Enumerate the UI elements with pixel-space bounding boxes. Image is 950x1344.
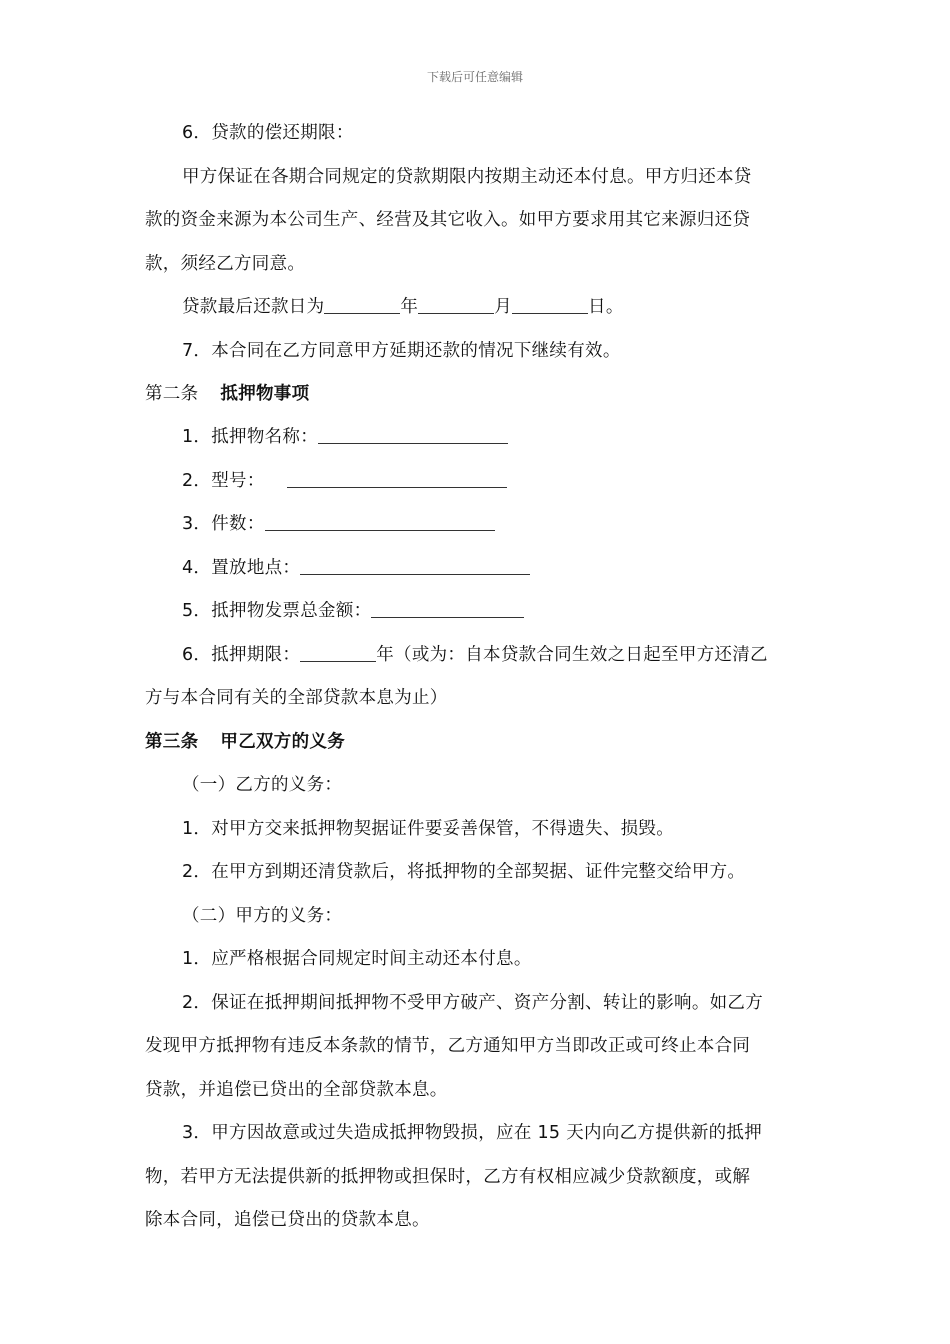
article-3-heading bbox=[145, 730, 345, 754]
paragraph-line: 款的资金来源为本公司生产、经营及其它收入。如甲方要求用其它来源归还贷 bbox=[145, 210, 751, 230]
clause-7: 7．本合同在乙方同意甲方延期还款的情况下继续有效。 bbox=[182, 341, 621, 361]
article-number: 第二条 bbox=[145, 384, 199, 404]
invoice-amount-label: 5．抵押物发票总金额： bbox=[182, 601, 372, 621]
mortgage-term-text: 年（或为：自本贷款合同生效之日起至甲方还清乙 bbox=[376, 645, 768, 665]
year-label: 年 bbox=[400, 297, 419, 317]
article-2-heading bbox=[145, 382, 309, 406]
mortgage-term-line bbox=[182, 643, 768, 667]
list-item: 3．甲方因故意或过失造成抵押物毁损，应在 15 天内向乙方提供新的抵押 bbox=[182, 1123, 763, 1143]
article-title: 甲乙双方的义务 bbox=[220, 732, 346, 752]
collateral-name-blank[interactable] bbox=[318, 425, 508, 444]
article-title: 抵押物事项 bbox=[220, 384, 310, 404]
invoice-amount-blank[interactable] bbox=[371, 599, 524, 618]
list-item: 2．在甲方到期还清贷款后，将抵押物的全部契据、证件完整交给甲方。 bbox=[182, 862, 746, 882]
paragraph-line: 甲方保证在各期合同规定的贷款期限内按期主动还本付息。甲方归还本贷 bbox=[182, 167, 752, 187]
term-years-blank[interactable] bbox=[300, 643, 376, 662]
clause-6-title: 6．贷款的偿还期限： bbox=[182, 123, 354, 143]
repayment-date-label: 贷款最后还款日为 bbox=[182, 297, 325, 317]
day-label: 日。 bbox=[588, 297, 624, 317]
collateral-name-line bbox=[182, 425, 508, 449]
location-label: 4．置放地点： bbox=[182, 558, 301, 578]
paragraph-line: 款，须经乙方同意。 bbox=[145, 254, 306, 274]
quantity-blank[interactable] bbox=[265, 512, 495, 531]
model-label: 2．型号： bbox=[182, 471, 265, 491]
subsection-heading: （一）乙方的义务： bbox=[182, 775, 343, 795]
subsection-heading: （二）甲方的义务： bbox=[182, 906, 343, 926]
mortgage-term-label: 6．抵押期限： bbox=[182, 645, 301, 665]
month-label: 月 bbox=[494, 297, 513, 317]
list-item: 1．应严格根据合同规定时间主动还本付息。 bbox=[182, 949, 532, 969]
quantity-label: 3．件数： bbox=[182, 514, 265, 534]
paragraph-line: 除本合同，追偿已贷出的贷款本息。 bbox=[145, 1210, 430, 1230]
year-blank[interactable] bbox=[324, 295, 400, 314]
page-header: 下载后可任意编辑 bbox=[426, 70, 523, 84]
location-blank[interactable] bbox=[300, 556, 530, 575]
list-item: 1．对甲方交来抵押物契据证件要妥善保管，不得遗失、损毁。 bbox=[182, 819, 675, 839]
model-blank[interactable] bbox=[287, 469, 507, 488]
location-line bbox=[182, 556, 530, 580]
paragraph-line: 贷款，并追偿已贷出的全部贷款本息。 bbox=[145, 1080, 448, 1100]
repayment-date-line bbox=[182, 295, 624, 319]
model-line bbox=[182, 469, 507, 493]
paragraph-line: 方与本合同有关的全部贷款本息为止） bbox=[145, 688, 448, 708]
article-number: 第三条 bbox=[145, 732, 199, 752]
month-blank[interactable] bbox=[418, 295, 494, 314]
day-blank[interactable] bbox=[512, 295, 588, 314]
invoice-amount-line bbox=[182, 599, 524, 623]
quantity-line bbox=[182, 512, 495, 536]
paragraph-line: 发现甲方抵押物有违反本条款的情节，乙方通知甲方当即改正或可终止本合同 bbox=[145, 1036, 751, 1056]
list-item: 2．保证在抵押期间抵押物不受甲方破产、资产分割、转让的影响。如乙方 bbox=[182, 993, 764, 1013]
collateral-name-label: 1．抵押物名称： bbox=[182, 427, 319, 447]
paragraph-line: 物，若甲方无法提供新的抵押物或担保时，乙方有权相应减少贷款额度，或解 bbox=[145, 1167, 751, 1187]
